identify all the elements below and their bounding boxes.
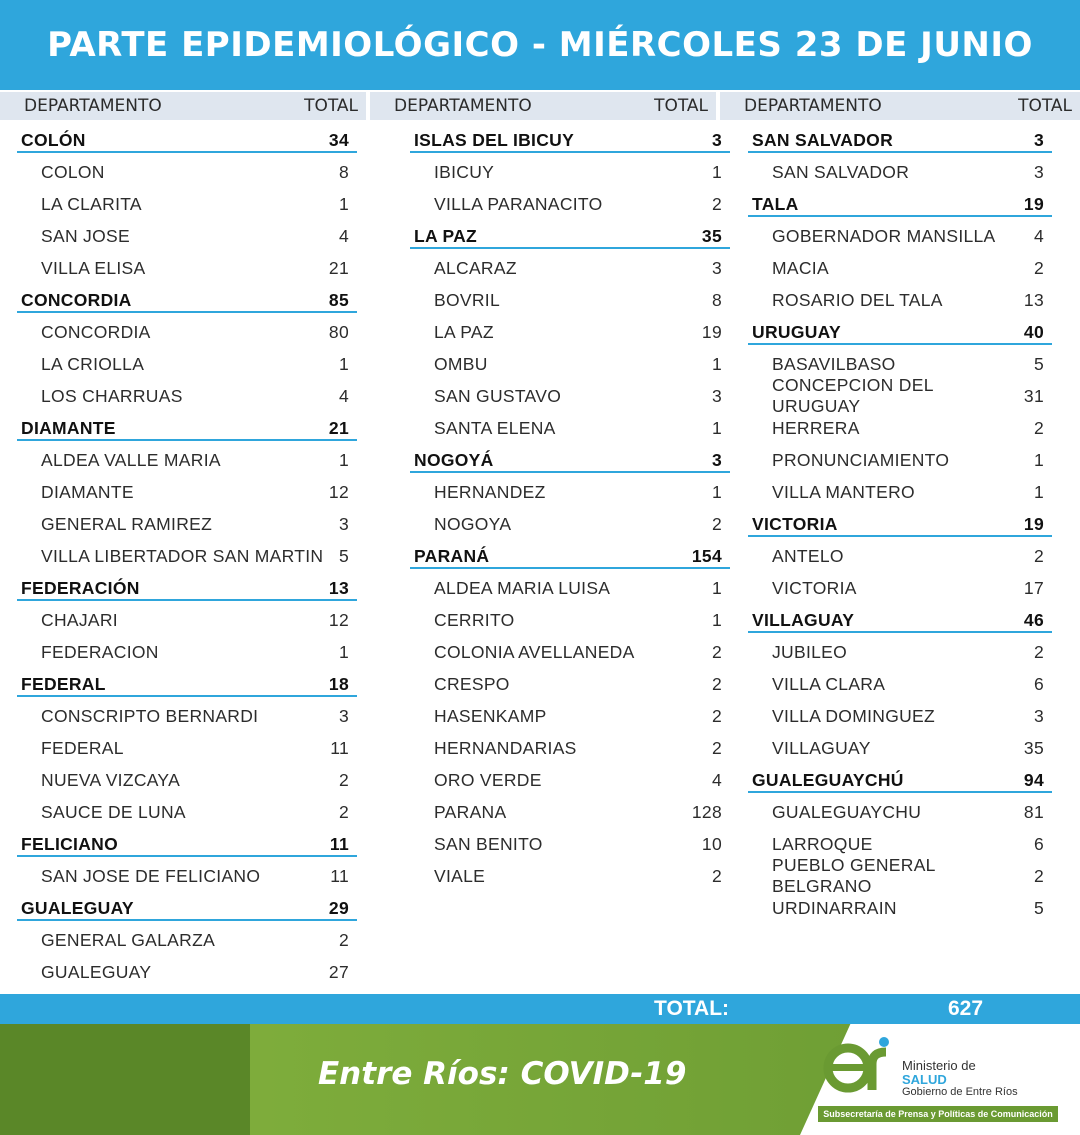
locality-total: 10	[701, 833, 722, 854]
locality-name: LA PAZ	[434, 321, 494, 342]
locality-total: 21	[328, 257, 349, 278]
locality-row	[17, 476, 357, 508]
locality-row	[748, 156, 1052, 188]
total-label: TOTAL:	[654, 997, 730, 1020]
locality-name: NOGOYA	[434, 513, 512, 534]
locality-row	[410, 156, 730, 188]
department-row	[17, 828, 357, 860]
locality-total: 2	[1033, 641, 1044, 662]
locality-row	[748, 732, 1052, 764]
locality-row	[410, 668, 730, 700]
department-name: GUALEGUAYCHÚ	[752, 769, 904, 790]
department-row	[17, 284, 357, 316]
locality-row	[410, 636, 730, 668]
header-total: TOTAL	[304, 96, 358, 116]
department-name: DIAMANTE	[21, 417, 116, 438]
locality-total: 2	[1033, 417, 1044, 438]
locality-row	[748, 252, 1052, 284]
locality-row	[748, 540, 1052, 572]
locality-row	[17, 444, 357, 476]
department-name: FEDERAL	[21, 673, 106, 694]
locality-name: HERNANDARIAS	[434, 737, 577, 758]
locality-name: CONCEPCION DEL URUGUAY	[772, 375, 934, 416]
locality-name: BASAVILBASO	[772, 353, 896, 374]
locality-total: 2	[711, 513, 722, 534]
locality-total: 2	[711, 737, 722, 758]
locality-row	[410, 316, 730, 348]
locality-total: 27	[328, 961, 349, 982]
locality-name: FEDERACION	[41, 641, 159, 662]
department-row	[748, 124, 1052, 156]
locality-total: 2	[338, 769, 349, 790]
locality-total: 2	[338, 929, 349, 950]
locality-row	[410, 284, 730, 316]
locality-row	[17, 860, 357, 892]
locality-name: SAN JOSE DE FELICIANO	[41, 865, 261, 886]
locality-total: 3	[1033, 705, 1044, 726]
locality-total: 4	[1033, 225, 1044, 246]
locality-row	[410, 412, 730, 444]
locality-total: 2	[711, 705, 722, 726]
department-total: 46	[1023, 609, 1044, 630]
locality-row	[410, 380, 730, 412]
locality-name: VILLA CLARA	[772, 673, 886, 694]
department-total: 29	[328, 897, 349, 918]
locality-row	[17, 764, 357, 796]
locality-row	[17, 188, 357, 220]
department-name: SAN SALVADOR	[752, 129, 894, 150]
locality-row	[748, 892, 1052, 924]
column-header-3	[720, 92, 1080, 120]
locality-total: 13	[1023, 289, 1044, 310]
locality-row	[410, 860, 730, 892]
locality-row	[17, 732, 357, 764]
locality-name: PRONUNCIAMIENTO	[772, 449, 950, 470]
locality-name: BOVRIL	[434, 289, 500, 310]
locality-total: 1	[338, 353, 349, 374]
locality-total: 2	[1033, 257, 1044, 278]
locality-total: 17	[1023, 577, 1044, 598]
locality-row	[410, 476, 730, 508]
department-row	[410, 540, 730, 572]
department-total: 40	[1023, 321, 1044, 342]
locality-name: CONSCRIPTO BERNARDI	[41, 705, 259, 726]
locality-name: GENERAL GALARZA	[41, 929, 216, 950]
locality-name: VILLA PARANACITO	[434, 193, 603, 214]
locality-row	[410, 700, 730, 732]
department-total: 11	[329, 833, 349, 854]
locality-row	[748, 700, 1052, 732]
locality-name: GUALEGUAY	[41, 961, 152, 982]
locality-total: 3	[338, 513, 349, 534]
locality-total: 3	[338, 705, 349, 726]
locality-row	[748, 668, 1052, 700]
locality-name: ALDEA VALLE MARIA	[41, 449, 221, 470]
locality-total: 12	[328, 609, 349, 630]
locality-total: 35	[1023, 737, 1044, 758]
locality-total: 1	[1033, 449, 1044, 470]
locality-total: 11	[330, 737, 349, 758]
locality-total: 128	[691, 801, 722, 822]
department-row	[748, 316, 1052, 348]
locality-row	[410, 348, 730, 380]
locality-name: VIALE	[434, 865, 486, 886]
locality-name: ANTELO	[772, 545, 844, 566]
header-departamento: DEPARTAMENTO	[24, 96, 162, 116]
department-row	[748, 764, 1052, 796]
total-bar	[0, 994, 1080, 1024]
locality-total: 5	[1033, 897, 1044, 918]
locality-total: 4	[711, 769, 722, 790]
locality-row	[17, 700, 357, 732]
locality-total: 1	[711, 417, 722, 438]
locality-name: COLON	[41, 161, 105, 182]
locality-name: CONCORDIA	[41, 321, 151, 342]
locality-row	[17, 924, 357, 956]
locality-name: FEDERAL	[41, 737, 124, 758]
locality-name: SAN BENITO	[434, 833, 543, 854]
header-departamento: DEPARTAMENTO	[394, 96, 532, 116]
locality-total: 1	[338, 193, 349, 214]
column-header-1	[0, 92, 366, 120]
department-name: CONCORDIA	[21, 289, 132, 310]
locality-row	[17, 636, 357, 668]
locality-row	[410, 252, 730, 284]
locality-row	[17, 156, 357, 188]
locality-total: 5	[338, 545, 349, 566]
locality-total: 31	[1023, 385, 1044, 406]
department-total: 85	[328, 289, 349, 310]
locality-name: VILLA LIBERTADOR SAN MARTIN	[41, 545, 324, 566]
locality-name: VILLA DOMINGUEZ	[772, 705, 936, 726]
locality-total: 19	[701, 321, 722, 342]
department-total: 34	[328, 129, 349, 150]
locality-name: PUEBLO GENERAL BELGRANO	[772, 855, 936, 896]
locality-total: 4	[338, 225, 349, 246]
department-row	[410, 444, 730, 476]
locality-name: SAN JOSE	[41, 225, 130, 246]
locality-name: SAN GUSTAVO	[434, 385, 562, 406]
department-total: 19	[1023, 193, 1044, 214]
locality-row	[17, 220, 357, 252]
department-row	[17, 124, 357, 156]
logo-subsecretaria: Subsecretaría de Prensa y Políticas de Comunicación	[818, 1106, 1058, 1122]
locality-name: IBICUY	[434, 161, 495, 182]
locality-row	[748, 220, 1052, 252]
locality-name: MACIA	[772, 257, 829, 278]
locality-row	[17, 508, 357, 540]
locality-name: SAN SALVADOR	[772, 161, 910, 182]
locality-row	[748, 476, 1052, 508]
department-row	[410, 124, 730, 156]
locality-name: LOS CHARRUAS	[41, 385, 183, 406]
footer	[0, 1024, 1080, 1135]
locality-total: 80	[328, 321, 349, 342]
locality-row	[748, 572, 1052, 604]
locality-total: 8	[711, 289, 722, 310]
locality-row	[748, 855, 1052, 896]
locality-name: VILLAGUAY	[772, 737, 871, 758]
department-row	[17, 412, 357, 444]
locality-name: SANTA ELENA	[434, 417, 556, 438]
department-total: 13	[328, 577, 349, 598]
locality-row	[17, 796, 357, 828]
locality-total: 81	[1023, 801, 1044, 822]
department-total: 154	[691, 545, 722, 566]
locality-name: VILLA MANTERO	[772, 481, 915, 502]
header-departamento: DEPARTAMENTO	[744, 96, 882, 116]
department-name: FEDERACIÓN	[21, 577, 140, 598]
locality-name: LA CRIOLLA	[41, 353, 145, 374]
locality-total: 1	[711, 481, 722, 502]
locality-total: 1	[711, 161, 722, 182]
locality-row	[748, 636, 1052, 668]
department-name: NOGOYÁ	[414, 449, 494, 470]
locality-row	[410, 732, 730, 764]
locality-name: ROSARIO DEL TALA	[772, 289, 943, 310]
locality-row	[17, 348, 357, 380]
locality-name: GENERAL RAMIREZ	[41, 513, 213, 534]
locality-name: LARROQUE	[772, 833, 873, 854]
department-row	[748, 604, 1052, 636]
column-2	[410, 124, 730, 892]
department-row	[17, 572, 357, 604]
department-name: GUALEGUAY	[21, 897, 134, 918]
locality-total: 8	[338, 161, 349, 182]
department-total: 18	[328, 673, 349, 694]
locality-row	[410, 796, 730, 828]
department-total: 94	[1023, 769, 1044, 790]
locality-row	[748, 444, 1052, 476]
total-value: 627	[948, 997, 984, 1020]
department-total: 3	[711, 449, 722, 470]
locality-row	[17, 380, 357, 412]
locality-name: CRESPO	[434, 673, 510, 694]
locality-name: PARANA	[434, 801, 507, 822]
locality-name: CERRITO	[434, 609, 515, 630]
locality-name: CHAJARI	[41, 609, 118, 630]
locality-total: 2	[1033, 545, 1044, 566]
locality-total: 1	[338, 641, 349, 662]
locality-total: 2	[1033, 865, 1044, 886]
logo-ministerio: Ministerio de	[902, 1058, 976, 1073]
column-1	[17, 124, 357, 988]
locality-total: 4	[338, 385, 349, 406]
locality-name: GUALEGUAYCHU	[772, 801, 922, 822]
locality-total: 6	[1033, 833, 1044, 854]
locality-row	[748, 284, 1052, 316]
department-name: LA PAZ	[414, 225, 478, 246]
locality-name: COLONIA AVELLANEDA	[434, 641, 635, 662]
locality-total: 3	[711, 385, 722, 406]
locality-name: VICTORIA	[772, 577, 857, 598]
locality-total: 3	[711, 257, 722, 278]
department-name: ISLAS DEL IBICUY	[414, 129, 575, 150]
locality-total: 2	[711, 673, 722, 694]
department-name: FELICIANO	[21, 833, 119, 854]
locality-row	[17, 316, 357, 348]
logo-gobierno: Gobierno de Entre Ríos	[902, 1086, 1018, 1098]
locality-total: 1	[711, 609, 722, 630]
locality-total: 1	[711, 577, 722, 598]
locality-row	[17, 604, 357, 636]
department-name: URUGUAY	[752, 321, 841, 342]
locality-row	[410, 572, 730, 604]
department-total: 35	[701, 225, 722, 246]
locality-total: 3	[1033, 161, 1044, 182]
locality-row	[410, 604, 730, 636]
footer-title: Entre Ríos: COVID-19	[318, 1056, 687, 1092]
locality-name: NUEVA VIZCAYA	[41, 769, 181, 790]
column-3	[748, 124, 1052, 924]
locality-name: ORO VERDE	[434, 769, 542, 790]
locality-row	[410, 188, 730, 220]
department-row	[17, 892, 357, 924]
locality-name: ALDEA MARIA LUISA	[434, 577, 611, 598]
logo-salud: SALUD	[902, 1072, 947, 1087]
locality-row	[410, 828, 730, 860]
locality-name: URDINARRAIN	[772, 897, 897, 918]
locality-total: 1	[1033, 481, 1044, 502]
locality-total: 2	[711, 193, 722, 214]
department-name: VILLAGUAY	[752, 609, 855, 630]
header-total: TOTAL	[654, 96, 708, 116]
locality-total: 1	[338, 449, 349, 470]
locality-name: DIAMANTE	[41, 481, 134, 502]
department-total: 21	[328, 417, 349, 438]
department-row	[17, 668, 357, 700]
locality-total: 12	[328, 481, 349, 502]
locality-row	[748, 375, 1052, 416]
locality-total: 2	[711, 865, 722, 886]
locality-name: HERNANDEZ	[434, 481, 546, 502]
department-name: COLÓN	[21, 129, 86, 150]
locality-name: ALCARAZ	[434, 257, 517, 278]
department-row	[748, 188, 1052, 220]
locality-row	[748, 796, 1052, 828]
locality-name: LA CLARITA	[41, 193, 142, 214]
locality-row	[410, 764, 730, 796]
department-row	[748, 508, 1052, 540]
department-name: VICTORIA	[752, 513, 838, 534]
locality-total: 5	[1033, 353, 1044, 374]
locality-row	[410, 508, 730, 540]
locality-name: HASENKAMP	[434, 705, 547, 726]
column-header-2	[370, 92, 716, 120]
locality-name: SAUCE DE LUNA	[41, 801, 186, 822]
locality-name: VILLA ELISA	[41, 257, 146, 278]
locality-row	[17, 540, 357, 572]
locality-total: 6	[1033, 673, 1044, 694]
locality-total: 1	[711, 353, 722, 374]
locality-name: HERRERA	[772, 417, 860, 438]
department-total: 3	[711, 129, 722, 150]
department-name: TALA	[752, 193, 799, 214]
locality-row	[748, 412, 1052, 444]
ministry-logo-icon	[822, 1034, 894, 1096]
department-total: 3	[1033, 129, 1044, 150]
locality-name: JUBILEO	[772, 641, 848, 662]
header-total: TOTAL	[1018, 96, 1072, 116]
locality-row	[17, 252, 357, 284]
locality-row	[17, 956, 357, 988]
locality-total: 2	[338, 801, 349, 822]
department-row	[410, 220, 730, 252]
page-title: PARTE EPIDEMIOLÓGICO - MIÉRCOLES 23 DE JUNIO	[0, 0, 1080, 90]
locality-total: 11	[330, 865, 349, 886]
locality-name: GOBERNADOR MANSILLA	[772, 225, 996, 246]
footer-band	[0, 1024, 250, 1135]
department-total: 19	[1023, 513, 1044, 534]
department-name: PARANÁ	[414, 545, 490, 566]
locality-name: OMBU	[434, 353, 488, 374]
locality-total: 2	[711, 641, 722, 662]
